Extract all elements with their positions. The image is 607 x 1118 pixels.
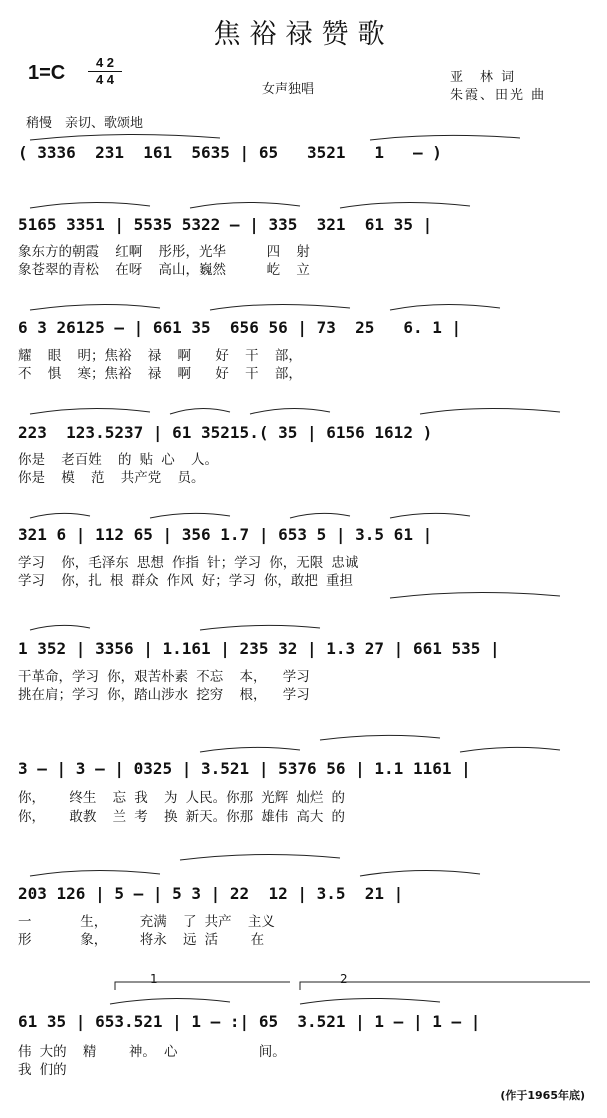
system-5-lyric-verse-1: 学习 你，毛泽东 思想 作指 针；学习 你，无限 忠诚 <box>18 555 359 571</box>
system-3-lyric-verse-1: 耀 眼 明；焦裕 禄 啊 好 干 部， <box>18 348 302 364</box>
system-6-lyric-verse-1: 干革命，学习 你，艰苦朴素 不忘 本， 学习 <box>18 669 310 685</box>
system-6-notes: 1 352 | 3356 | 1.161 | 235 32 | 1.3 27 | 661 535 | <box>18 639 500 658</box>
system-7-lyric-verse-2: 你， 敢教 兰 考 换 新天。你那 雄伟 高大 的 <box>18 809 346 825</box>
system-9-lyric-verse-1: 伟 大的 精 神。 心 间。 <box>18 1044 286 1060</box>
system-8-notes: 203 126 | 5 — | 5 3 | 22 12 | 3.5 21 | <box>18 884 404 903</box>
system-9-notes: 61 35 | 653.521 | 1 — :| 65 3.521 | 1 — | 1 — | <box>18 1012 481 1031</box>
system-2-lyric-verse-1: 象东方的朝霞 红啊 彤彤，光华 四 射 <box>18 244 310 260</box>
key-signature: 1=C <box>28 62 66 84</box>
system-8-lyric-verse-2: 形 象， 将永 远 活 在 <box>18 932 265 948</box>
system-3-notes: 6 3 26125 — | 661 35 656 56 | 73 25 6. 1 | <box>18 318 462 337</box>
lyricist-credit: 亚 林 词 <box>450 70 517 85</box>
composition-date: (作于1965年底) <box>500 1089 585 1102</box>
system-2-lyric-verse-2: 象苍翠的青松 在呀 高山，巍然 屹 立 <box>18 262 310 278</box>
volta-1-label: 1 <box>150 972 158 986</box>
composer-credit: 朱霞、田光 曲 <box>450 88 547 103</box>
system-2-notes: 5165 3351 | 5535 5322 — | 335 321 61 35 | <box>18 215 433 234</box>
system-6-lyric-verse-2: 挑在肩；学习 你，踏山涉水 挖穷 根， 学习 <box>18 687 310 703</box>
system-3-lyric-verse-2: 不 惧 寒；焦裕 禄 啊 好 干 部， <box>18 366 302 382</box>
system-4-notes: 223 123.5237 | 61 35215.( 35 | 6156 1612 ) <box>18 423 433 442</box>
system-7-lyric-verse-1: 你， 终生 忘 我 为 人民。你那 光辉 灿烂 的 <box>18 790 346 806</box>
system-8-lyric-verse-1: 一 生， 充满 了 共产 主义 <box>18 914 275 930</box>
system-4-lyric-verse-1: 你是 老百姓 的 贴 心 人。 <box>18 452 219 468</box>
system-1-notes: ( 3336 231 161 5635 | 65 3521 1 — ) <box>18 143 442 162</box>
system-4-lyric-verse-2: 你是 模 范 共产党 员。 <box>18 470 205 486</box>
system-7-notes: 3 — | 3 — | 0325 | 3.521 | 5376 56 | 1.1 1161 | <box>18 759 471 778</box>
performance-type: 女声独唱 <box>262 82 315 97</box>
meter-bottom: 4 4 <box>95 72 115 87</box>
system-5-lyric-verse-2: 学习 你，扎 根 群众 作风 好；学习 你，敢把 重担 <box>18 573 354 589</box>
meter-top: 4 2 <box>95 55 115 70</box>
system-9-lyric-verse-2: 我 们的 <box>18 1062 67 1078</box>
system-5-notes: 321 6 | 112 65 | 356 1.7 | 653 5 | 3.5 61 | <box>18 525 433 544</box>
song-title: 焦裕禄赞歌 <box>213 19 394 50</box>
tempo-marking: 稍慢 亲切、歌颂地 <box>26 116 144 131</box>
volta-2-label: 2 <box>340 972 348 986</box>
